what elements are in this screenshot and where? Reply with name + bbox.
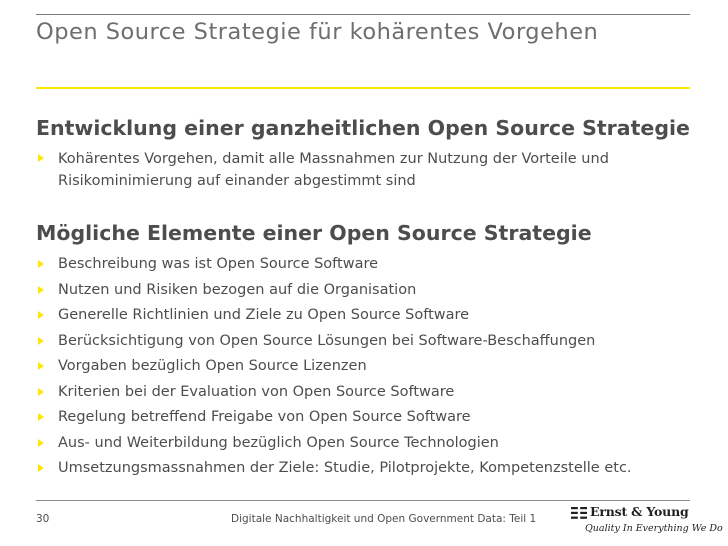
bullet-text: Regelung betreffend Freigabe von Open Source Software bbox=[58, 409, 471, 425]
bullet-arrow-icon bbox=[38, 311, 44, 319]
bullet-item bbox=[36, 382, 632, 408]
bullet-arrow-icon bbox=[38, 154, 44, 162]
top-rule bbox=[36, 14, 690, 15]
logo-tagline: Quality In Everything We Do bbox=[585, 523, 723, 534]
bullet-text: Aus- und Weiterbildung bezüglich Open Source Technologien bbox=[58, 434, 499, 451]
section-heading-strategy: Entwicklung einer ganzheitlichen Open Source Strategie bbox=[36, 116, 690, 140]
footer-rule bbox=[36, 500, 690, 501]
bullet-text: Kriterien bei der Evaluation von Open Source Software bbox=[58, 383, 455, 400]
bullet-text: Vorgaben bezüglich Open Source Lizenzen bbox=[58, 358, 367, 374]
ernst-young-logo bbox=[571, 504, 723, 540]
slide-title: Open Source Strategie für kohärentes Vorgehen bbox=[36, 19, 599, 45]
footer-text: Digitale Nachhaltigkeit und Open Government Data: Teil 1 bbox=[231, 513, 537, 525]
bullet-text: Berücksichtigung von Open Source Lösungen bei Software-Beschaffungen bbox=[58, 332, 596, 349]
bullet-item bbox=[36, 280, 632, 306]
bullet-text: Beschreibung was ist Open Source Software bbox=[58, 256, 379, 272]
title-underline bbox=[36, 87, 690, 89]
bullet-text: Kohärentes Vorgehen, damit alle Massnahmen zur Nutzung der Vorteile und bbox=[58, 151, 609, 167]
logo-mark-icon bbox=[571, 506, 587, 520]
strategy-bullet-list bbox=[36, 148, 609, 192]
bullet-text: Nutzen und Risiken bezogen auf die Organisation bbox=[58, 281, 417, 298]
bullet-item bbox=[36, 356, 632, 382]
bullet-arrow-icon bbox=[38, 439, 44, 447]
bullet-item bbox=[36, 305, 632, 331]
bullet-item bbox=[36, 254, 632, 280]
bullet-arrow-icon bbox=[38, 362, 44, 370]
bullet-text: Umsetzungsmassnahmen der Ziele: Studie, Pilotprojekte, Kompetenzstelle etc. bbox=[58, 460, 632, 476]
bullet-arrow-icon bbox=[38, 337, 44, 345]
bullet-arrow-icon bbox=[38, 388, 44, 396]
bullet-arrow-icon bbox=[38, 260, 44, 268]
logo-name: Ernst & Young bbox=[590, 504, 689, 519]
bullet-arrow-icon bbox=[38, 464, 44, 472]
bullet-item bbox=[36, 148, 609, 192]
bullet-text-continued: Risikominimierung auf einander abgestimmt sind bbox=[58, 173, 416, 189]
bullet-item bbox=[36, 331, 632, 357]
bullet-arrow-icon bbox=[38, 286, 44, 294]
section-heading-elements: Mögliche Elemente einer Open Source Strategie bbox=[36, 221, 592, 245]
bullet-item bbox=[36, 433, 632, 459]
bullet-text: Generelle Richtlinien und Ziele zu Open Source Software bbox=[58, 307, 470, 323]
page-number: 30 bbox=[36, 513, 50, 525]
bullet-item bbox=[36, 458, 632, 484]
elements-bullet-list bbox=[36, 254, 632, 484]
bullet-arrow-icon bbox=[38, 413, 44, 421]
bullet-item bbox=[36, 407, 632, 433]
